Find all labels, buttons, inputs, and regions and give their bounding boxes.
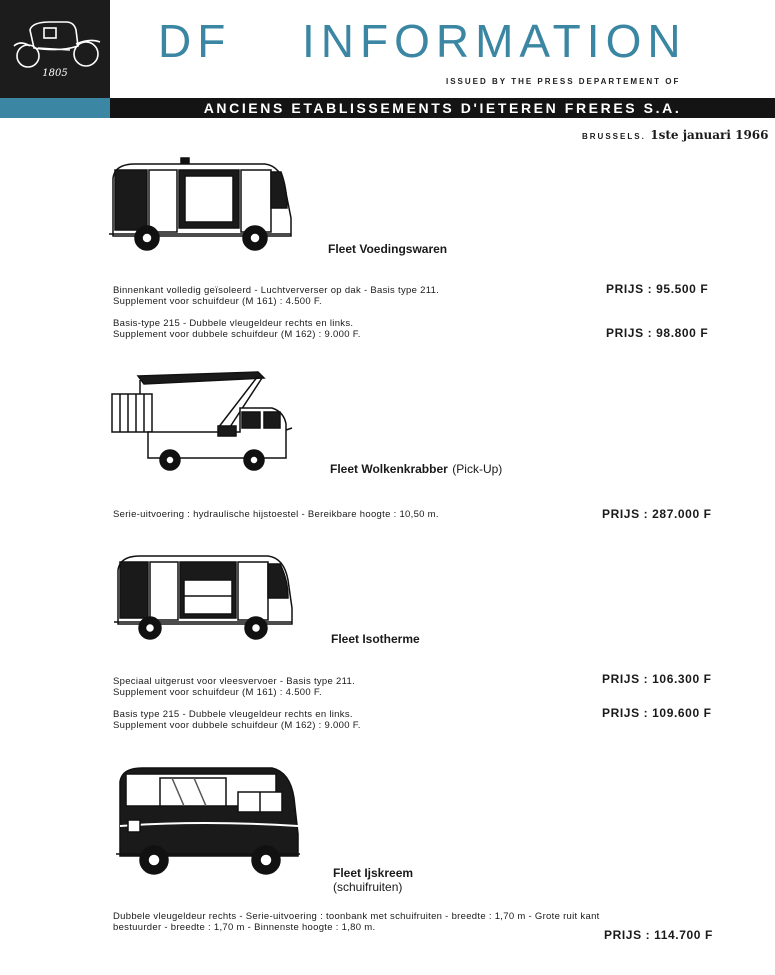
- title-df: DF: [158, 15, 232, 67]
- van-voedingswaren-illustration: [105, 158, 295, 254]
- logo: [0, 0, 110, 98]
- company-banner: ANCIENS ETABLISSEMENTS D'IETEREN FRERES S.A.: [110, 98, 775, 118]
- city: BRUSSELS.: [582, 132, 646, 141]
- carriage-logo-icon: [0, 0, 110, 98]
- vehicle-title: [331, 630, 420, 648]
- vehicle-title: [328, 240, 447, 258]
- vehicle-subtitle: (Pick-Up): [452, 462, 503, 476]
- date-line: [582, 126, 769, 144]
- vehicle-description: Speciaal uitgerust voor vleesvervoer - Basis type 211. Supplement voor schuifdeur (M 161) : 4.500 F.: [113, 676, 356, 698]
- logo-year: 1805: [42, 68, 68, 79]
- vehicle-name: Fleet Wolkenkrabber: [330, 462, 448, 476]
- vehicle-title: [333, 866, 413, 894]
- vehicle-name: Fleet Ijskreem: [333, 866, 414, 880]
- vehicle-name: Fleet Isotherme: [331, 632, 420, 646]
- vehicle-description: Basis type 215 - Dubbele vleugeldeur rechts en links. Supplement voor dubbele schuifdeur (M 162) : 9.000 F.: [113, 709, 361, 731]
- issued-by: ISSUED BY THE PRESS DEPARTEMENT OF: [446, 77, 681, 86]
- price: PRIJS : 109.600 F: [602, 706, 712, 720]
- price: PRIJS : 114.700 F: [604, 928, 713, 942]
- vehicle-description: Basis-type 215 - Dubbele vleugeldeur rechts en links. Supplement voor dubbele schuifdeur (M 162) : 9.000 F.: [113, 318, 361, 340]
- price: PRIJS : 106.300 F: [602, 672, 712, 686]
- van-isotherme-illustration: [112, 552, 296, 646]
- vehicle-name: Fleet Voedingswaren: [328, 242, 448, 256]
- logo-accent-strip: [0, 98, 110, 118]
- issue-date: 1ste januari 1966: [650, 128, 769, 142]
- vehicle-description: Dubbele vleugeldeur rechts - Serie-uitvoering : toonbank met schuifruiten - breedte : 1,70 m - Grote ruit kant bestuurder - breedte : 1,70 m - Binnenste hoogte : 1,80 m.: [113, 911, 600, 933]
- price: PRIJS : 98.800 F: [606, 326, 709, 340]
- vehicle-title: [330, 460, 502, 478]
- price: PRIJS : 287.000 F: [602, 507, 712, 521]
- pickup-wolkenkrabber-illustration: [108, 368, 294, 474]
- price: PRIJS : 95.500 F: [606, 282, 709, 296]
- vehicle-description: Binnenkant volledig geïsoleerd - Luchtververser op dak - Basis type 211. Supplement voor schuifdeur (M 161) : 4.500 F.: [113, 285, 440, 307]
- vehicle-subtitle: (schuifruiten): [333, 880, 403, 894]
- van-ijskreem-illustration: [112, 764, 304, 878]
- title-information: INFORMATION: [302, 15, 687, 67]
- vehicle-description: Serie-uitvoering : hydraulische hijstoestel - Bereikbare hoogte : 10,50 m.: [113, 509, 439, 520]
